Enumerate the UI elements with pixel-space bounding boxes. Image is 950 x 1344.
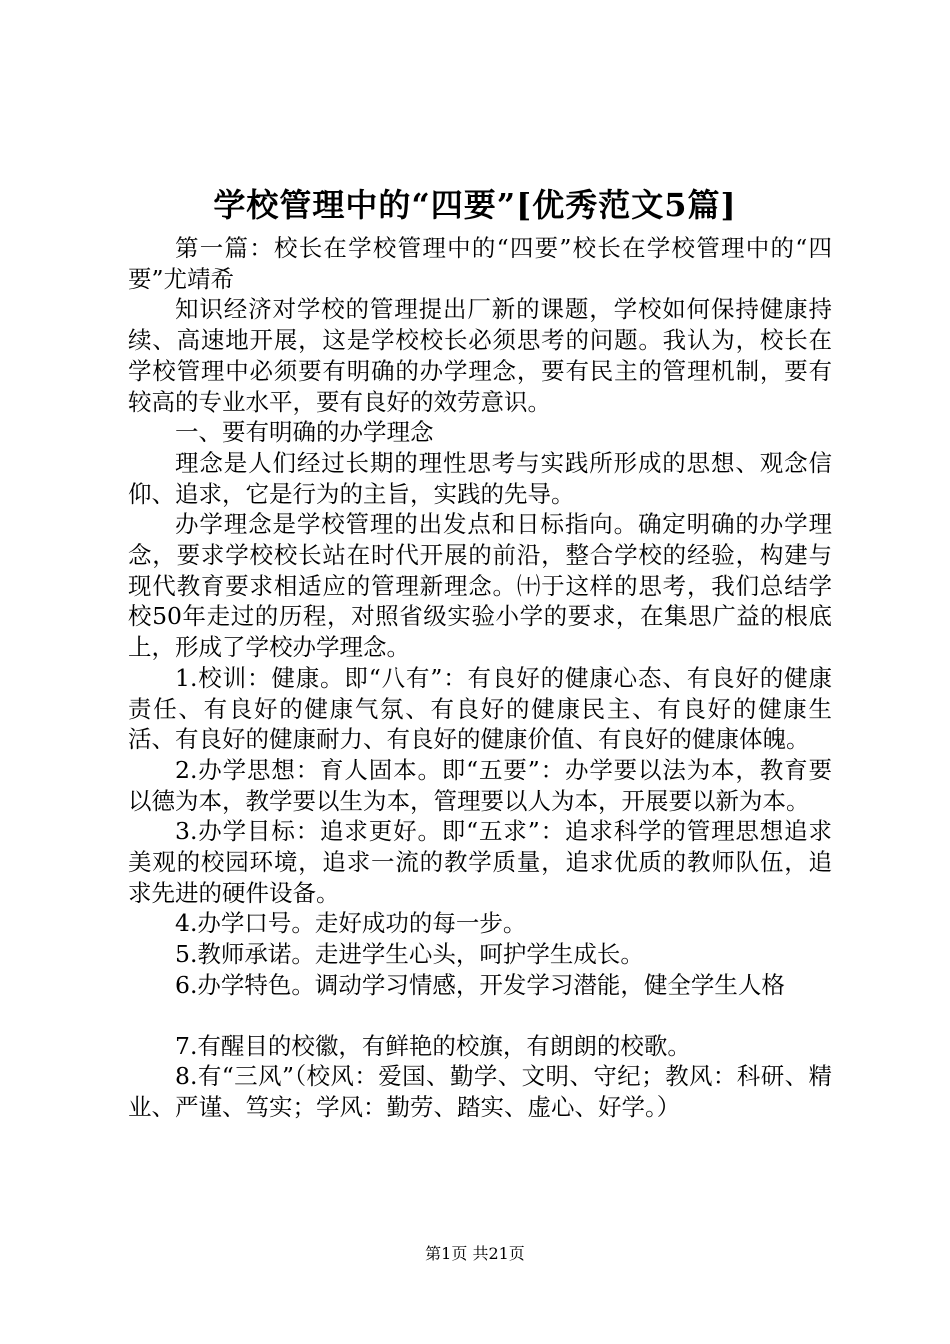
list-item-school-feature: 6.办学特色。调动学习情感，开发学习潜能，健全学生人格 <box>175 970 785 999</box>
paragraph-chapter-heading: 第一篇：校长在学校管理中的“四要”校长在学校管理中的“四要”尤靖希 <box>128 234 832 293</box>
list-item-slogan: 4.办学口号。走好成功的每一步。 <box>175 909 527 938</box>
list-item-school-goal: 3.办学目标：追求更好。即“五求”：追求科学的管理思想追求美观的校园环境，追求一流的教学质量，追求优质的教师队伍，追求先进的硬件设备。 <box>128 817 832 907</box>
document-body <box>128 233 832 1123</box>
list-item-three-styles: 8.有“三风”（校风：爱国、勤学、文明、守纪；教风：科研、精业、严谨、笃实；学风：勤劳、踏实、虚心、好学。） <box>128 1062 832 1121</box>
paragraph-intro: 知识经济对学校的管理提出厂新的课题，学校如何保持健康持续、高速地开展，这是学校校长必须思考的问题。我认为，校长在学校管理中必须要有明确的办学理念，要有民主的管理机制，要有较高的专业水平，要有良好的效劳意识。 <box>128 295 832 416</box>
list-item-motto: 1.校训：健康。即“八有”：有良好的健康心态、有良好的健康责任、有良好的健康气氛、有良好的健康民主、有良好的健康生活、有良好的健康耐力、有良好的健康价值、有良好的健康体魄。 <box>128 663 832 754</box>
document-title: 学校管理中的“四要”[优秀范文5篇] <box>213 186 737 224</box>
paragraph-school-philosophy: 办学理念是学校管理的出发点和日标指向。确定明确的办学理念，要求学校校长站在时代开展的前沿，整合学校的经验，构建与现代教育要求相适应的管理新理念。㈩于这样的思考，我们总结学校50年走过的历程，对照省级实验小学的要求，在集思广益的根底上，形成了学校办学理念。 <box>128 510 832 662</box>
list-item-emblem-flag-song: 7.有醒目的校徽，有鲜艳的校旗，有朗朗的校歌。 <box>175 1031 691 1060</box>
list-item-teacher-promise: 5.教师承诺。走进学生心头，呵护学生成长。 <box>175 940 644 969</box>
paragraph-concept-definition: 理念是人们经过长期的理性思考与实践所形成的思想、观念信仰、追求，它是行为的主旨，实践的先导。 <box>128 448 832 508</box>
paragraph-section-heading: 一、要有明确的办学理念 <box>175 418 434 447</box>
page-number-footer: 第1页 共21页 <box>425 1244 525 1263</box>
paragraph-spacer <box>128 1001 832 1031</box>
list-item-school-thought: 2.办学思想：育人固本。即“五要”：办学要以法为本，教育要以德为本，教学要以生为本，管理要以人为本，开展要以新为本。 <box>128 755 832 815</box>
